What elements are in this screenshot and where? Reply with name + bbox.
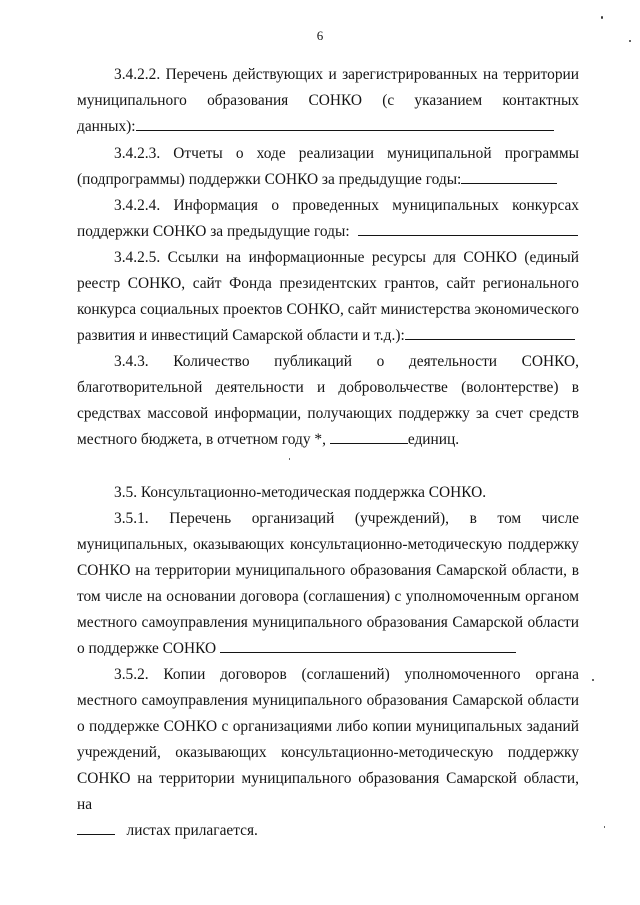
text-line: листах прилагается.	[126, 822, 258, 839]
text-line: учреждений, оказывающих консультационно-методическую поддержку	[77, 744, 579, 761]
text-line: том числе на основании договора (соглашения) с уполномоченным органом	[77, 588, 579, 605]
scan-speck	[601, 16, 603, 19]
text-line: 3.4.2.5. Ссылки на информационные ресурсы для СОНКО (единый	[114, 249, 579, 266]
text-line: единиц.	[407, 431, 460, 448]
text-line: муниципальных, оказывающих консультационно-методическую поддержку	[77, 536, 579, 553]
scan-speck	[604, 826, 605, 828]
paragraph-3-4-2-4	[77, 193, 579, 245]
text-line: 3.4.2.3. Отчеты о ходе реализации муниципальной программы	[114, 145, 579, 162]
text-line: о поддержке СОНКО	[77, 640, 217, 657]
paragraph-3-4-3	[77, 349, 579, 453]
fill-in-blank[interactable]	[136, 116, 554, 131]
scan-speck	[289, 458, 290, 460]
paragraph-3-5-1	[77, 506, 579, 662]
text-line: данных):	[77, 118, 136, 135]
fill-in-blank[interactable]	[220, 638, 516, 653]
text-line: 3.5. Консультационно-методическая поддержка СОНКО.	[114, 484, 487, 501]
text-line: средствах массовой информации, получающих поддержку за счет средств	[77, 405, 579, 422]
text-line: 3.4.2.2. Перечень действующих и зарегистрированных на территории	[114, 66, 579, 83]
text-line: конкурса социальных проектов СОНКО, сайт министерства экономического	[77, 301, 579, 318]
text-line: муниципального образования СОНКО (с указанием контактных	[77, 92, 579, 109]
text-line: развития и инвестиций Самарской области и т.д.):	[77, 327, 405, 344]
text-line: 3.4.3. Количество публикаций о деятельности СОНКО,	[114, 353, 579, 370]
paragraph-3-4-2-2	[77, 62, 579, 140]
paragraph-3-4-2-3	[77, 141, 579, 193]
text-line: 3.5.1. Перечень организаций (учреждений), в том числе	[114, 510, 579, 527]
paragraph-3-5-2	[77, 662, 579, 844]
text-line: местного самоуправления муниципального образования Самарской области	[77, 692, 579, 709]
text-line: 3.4.2.4. Информация о проведенных муниципальных конкурсах	[114, 197, 579, 214]
text-line: местного самоуправления муниципального образования Самарской области	[77, 614, 579, 631]
paragraph-3-4-2-5	[77, 245, 579, 349]
scan-speck	[592, 679, 594, 681]
text-line: 3.5.2. Копии договоров (соглашений) уполномоченного органа	[114, 666, 579, 683]
section-heading-3-5	[77, 480, 579, 506]
fill-in-blank[interactable]	[405, 325, 575, 340]
text-line: СОНКО на территории муниципального образования Самарской области, в	[77, 562, 579, 579]
text-line: реестр СОНКО, сайт Фонда президентских грантов, сайт регионального	[77, 275, 579, 292]
fill-in-blank[interactable]	[330, 429, 408, 444]
scan-speck	[629, 40, 631, 42]
page-number: 6	[316, 28, 324, 43]
fill-in-blank[interactable]	[461, 169, 557, 184]
text-line: СОНКО на территории муниципального образования Самарской области, на	[77, 770, 579, 813]
text-line: поддержки СОНКО за предыдущие годы:	[77, 223, 350, 240]
fill-in-blank[interactable]	[358, 221, 578, 236]
fill-in-blank[interactable]	[77, 820, 115, 835]
text-line: о поддержке СОНКО с организациями либо копии муниципальных заданий	[77, 718, 579, 735]
text-line: (подпрограммы) поддержки СОНКО за предыдущие годы:	[77, 171, 462, 188]
text-line: благотворительной деятельности и добровольчестве (волонтерстве) в	[77, 379, 579, 396]
text-line: местного бюджета, в отчетном году *,	[77, 431, 326, 448]
